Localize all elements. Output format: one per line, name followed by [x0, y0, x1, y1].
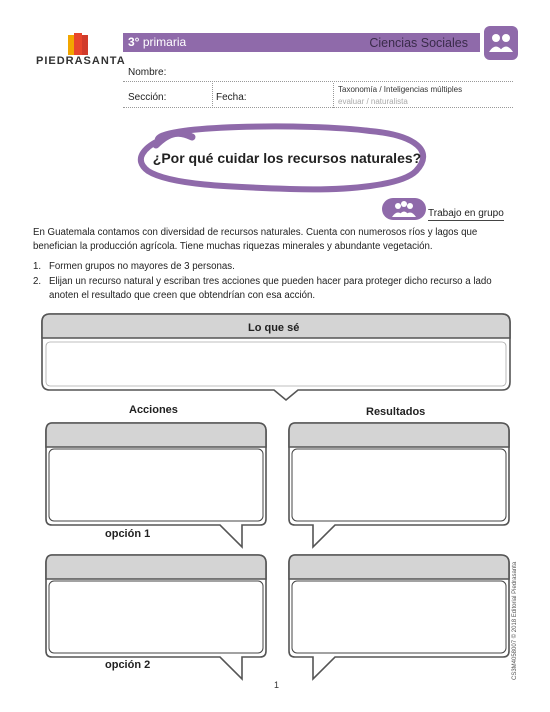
page-number: 1: [274, 680, 280, 690]
logo-icon: [68, 33, 94, 55]
intro-paragraph: En Guatemala contamos con diversidad de recursos naturales. Cuenta con numerosos ríos y lagos que benefician la producción agrícola. Tiene muchas riquezas minerales y abundante vegetación.: [33, 227, 478, 252]
grade-number: 3°: [128, 35, 140, 49]
page-title: ¿Por qué cuidar los recursos naturales?: [152, 150, 422, 166]
name-line[interactable]: [123, 81, 513, 82]
group-work-label: Trabajo en grupo: [428, 208, 504, 219]
logo-text: PIEDRASANTA: [36, 55, 126, 67]
date-divider: [333, 83, 334, 108]
section-divider: [212, 83, 213, 108]
result-box-1[interactable]: [287, 421, 513, 551]
section-line[interactable]: [123, 107, 513, 108]
footer-code: CS3M4058007 © 2018 Editorial Piedrasanta: [512, 561, 518, 680]
group-work-icon: [382, 198, 426, 220]
grade-suffix: primaria: [142, 35, 187, 49]
option-1-label: opción 1: [105, 528, 151, 540]
section-label: Sección:: [128, 92, 167, 103]
result-box-2[interactable]: [287, 553, 513, 683]
group-people-icon: [484, 26, 518, 60]
action-box-1[interactable]: [44, 421, 270, 551]
option-2-label: opción 2: [105, 659, 151, 671]
list-number: 1.: [33, 261, 42, 272]
taxonomy-label: Taxonomía / Inteligencias múltiples: [338, 85, 463, 94]
date-label: Fecha:: [216, 92, 247, 103]
list-item: [33, 275, 513, 304]
name-label: Nombre:: [128, 67, 167, 78]
subject-title: Ciencias Sociales: [369, 36, 468, 50]
taxonomy-value: evaluar / naturalista: [338, 97, 408, 106]
results-heading: Resultados: [366, 406, 426, 418]
list-text: Elijan un recurso natural y escriban tres acciones que pueden hacer para proteger dicho recurso a lado anoten el resultado que creen que obtendrían con esa acción.: [49, 275, 492, 301]
know-box-title: Lo que sé: [248, 322, 300, 334]
list-number: 2.: [33, 275, 42, 287]
action-box-2[interactable]: [44, 553, 270, 683]
actions-heading: Acciones: [129, 404, 178, 416]
grade-label: [128, 35, 186, 49]
list-text: Formen grupos no mayores de 3 personas.: [49, 261, 235, 272]
instructions-list: [33, 260, 513, 304]
list-item: [33, 260, 513, 275]
